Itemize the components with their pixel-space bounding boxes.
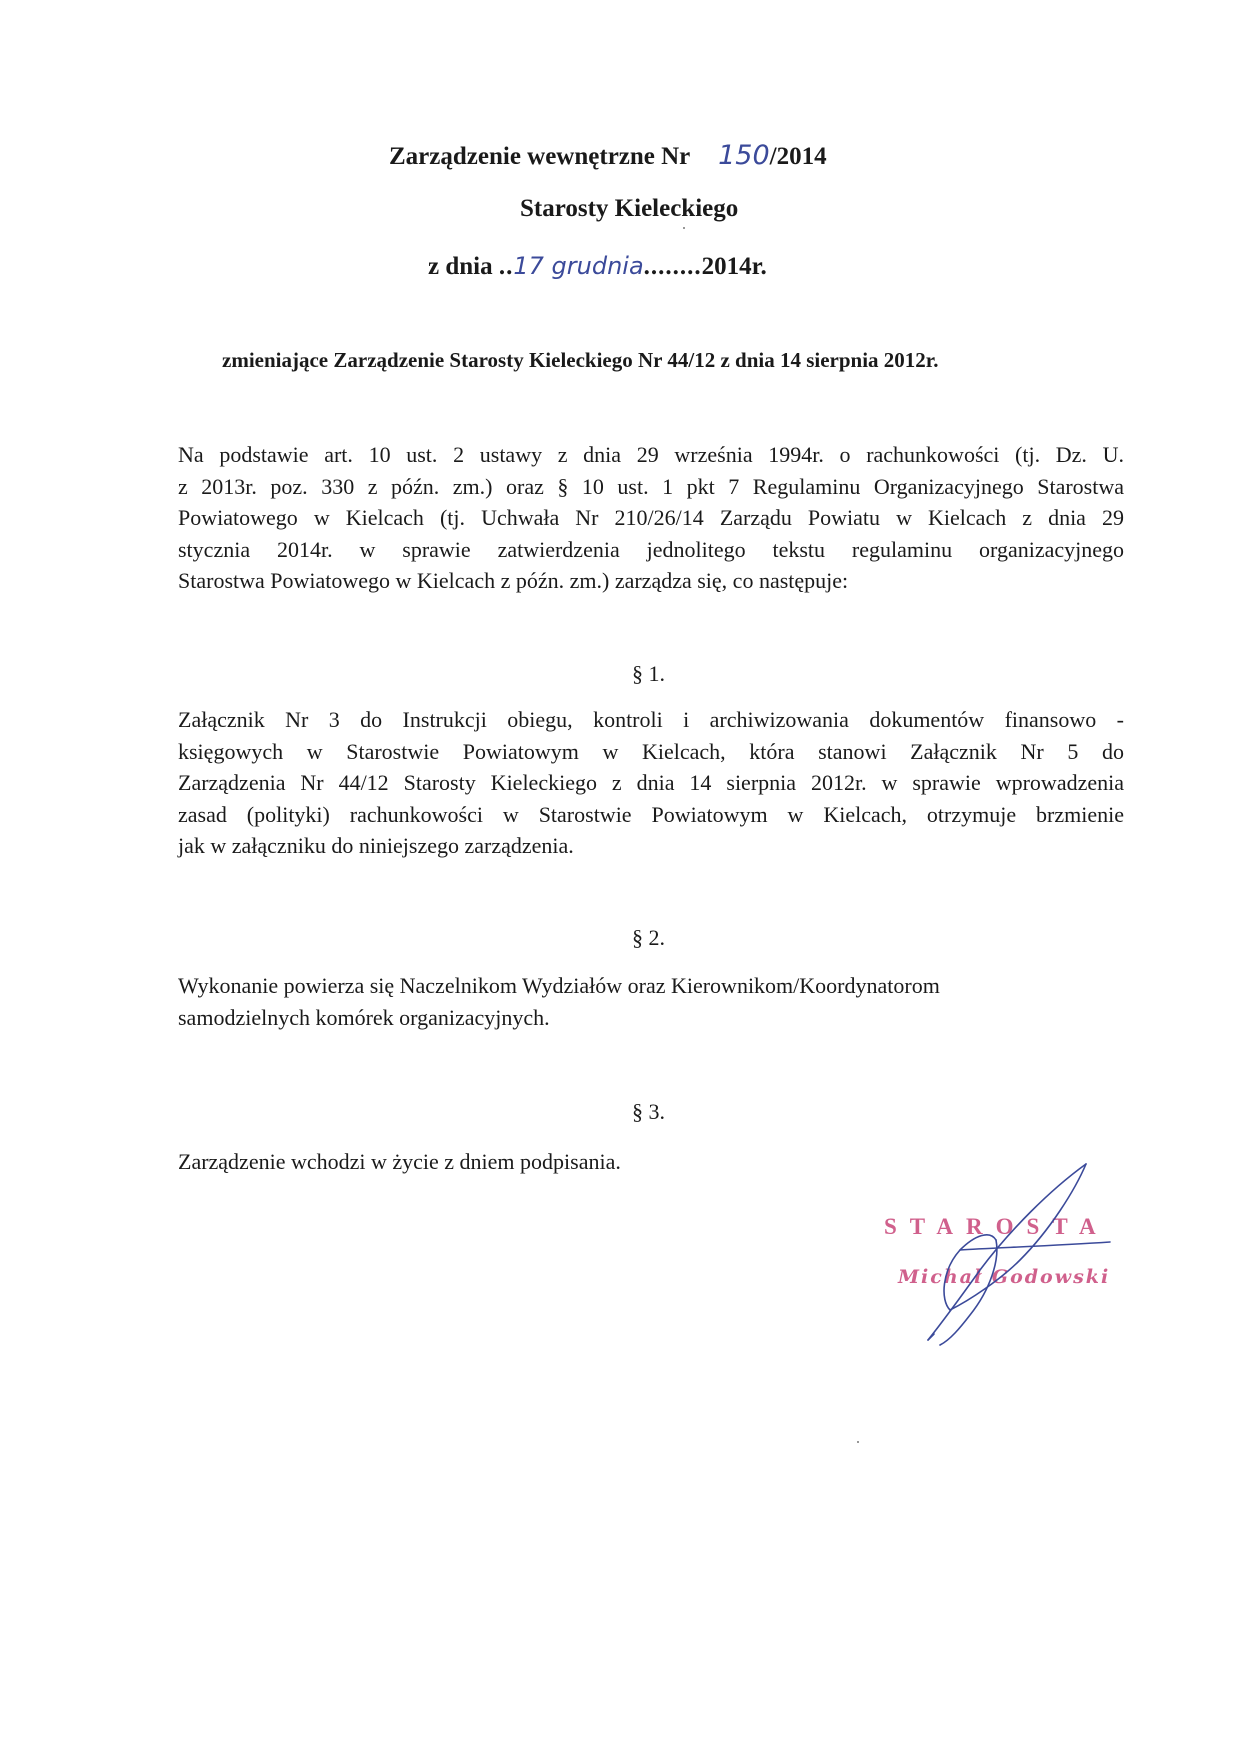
preamble-paragraph: [178, 439, 1124, 597]
section-1-paragraph: [178, 704, 1124, 862]
scan-speck: [683, 227, 685, 229]
handwritten-signature-icon: [900, 1150, 1140, 1350]
section-mark-3: § 3.: [632, 1099, 665, 1124]
title-prefix: Zarządzenie wewnętrzne Nr: [389, 143, 690, 170]
document-date: [428, 252, 767, 281]
title-number-handwritten: 150: [718, 140, 770, 171]
stamp-title: STAROSTA: [884, 1214, 1109, 1239]
preamble-line: z 2013r. poz. 330 z późn. zm.) oraz § 10 ust. 1 pkt 7 Regulaminu Organizacyjnego Starostwa: [178, 473, 1124, 499]
section-2-line: samodzielnych komórek organizacyjnych.: [178, 1004, 550, 1030]
document-subject: zmieniające Zarządzenie Starosty Kieleckiego Nr 44/12 z dnia 14 sierpnia 2012r.: [222, 348, 939, 372]
preamble-line: Powiatowego w Kielcach (tj. Uchwała Nr 210/26/14 Zarządu Powiatu w Kielcach z dnia 29: [178, 505, 1124, 530]
section-2-paragraph: [178, 970, 1124, 1033]
title-suffix: /2014: [769, 143, 827, 170]
section-1-line: księgowych w Starostwie Powiatowym w Kielcach, która stanowi Załącznik Nr 5 do: [178, 738, 1124, 764]
section-2-line: Wykonanie powierza się Naczelnikom Wydziałów oraz Kierownikom/Koordynatorom: [178, 973, 940, 998]
date-dots-after: ........: [643, 253, 702, 280]
preamble-line: Na podstawie art. 10 ust. 2 ustawy z dnia 29 września 1994r. o rachunkowości (tj. Dz. U.: [178, 442, 1124, 467]
stamp-name: Michał Godowski: [898, 1266, 1111, 1288]
date-prefix: z dnia: [428, 253, 493, 280]
document-title: [389, 140, 827, 171]
section-mark-2: § 2.: [632, 925, 665, 950]
date-handwritten: 17 grudnia: [513, 252, 644, 280]
date-year: 2014r.: [701, 253, 767, 280]
scan-speck: [857, 1441, 859, 1443]
section-1-line: Zarządzenia Nr 44/12 Starosty Kieleckiego z dnia 14 sierpnia 2012r. w sprawie wprowadzenia: [178, 770, 1124, 795]
section-3-line: Zarządzenie wchodzi w życie z dniem podpisania.: [178, 1149, 621, 1174]
document-issuer: Starosty Kieleckiego: [520, 195, 739, 222]
section-1-line: zasad (polityki) rachunkowości w Starostwie Powiatowym w Kielcach, otrzymuje brzmienie: [178, 801, 1124, 827]
date-dots-before: ..: [498, 253, 514, 280]
preamble-line: Starostwa Powiatowego w Kielcach z późn. zm.) zarządza się, co następuje:: [178, 568, 849, 593]
preamble-line: stycznia 2014r. w sprawie zatwierdzenia jednolitego tekstu regulaminu organizacyjnego: [178, 536, 1124, 562]
section-1-line: Załącznik Nr 3 do Instrukcji obiegu, kontroli i archiwizowania dokumentów finansowo -: [178, 707, 1124, 732]
section-1-line: jak w załączniku do niniejszego zarządzenia.: [178, 833, 574, 858]
section-mark-1: § 1.: [632, 661, 665, 686]
